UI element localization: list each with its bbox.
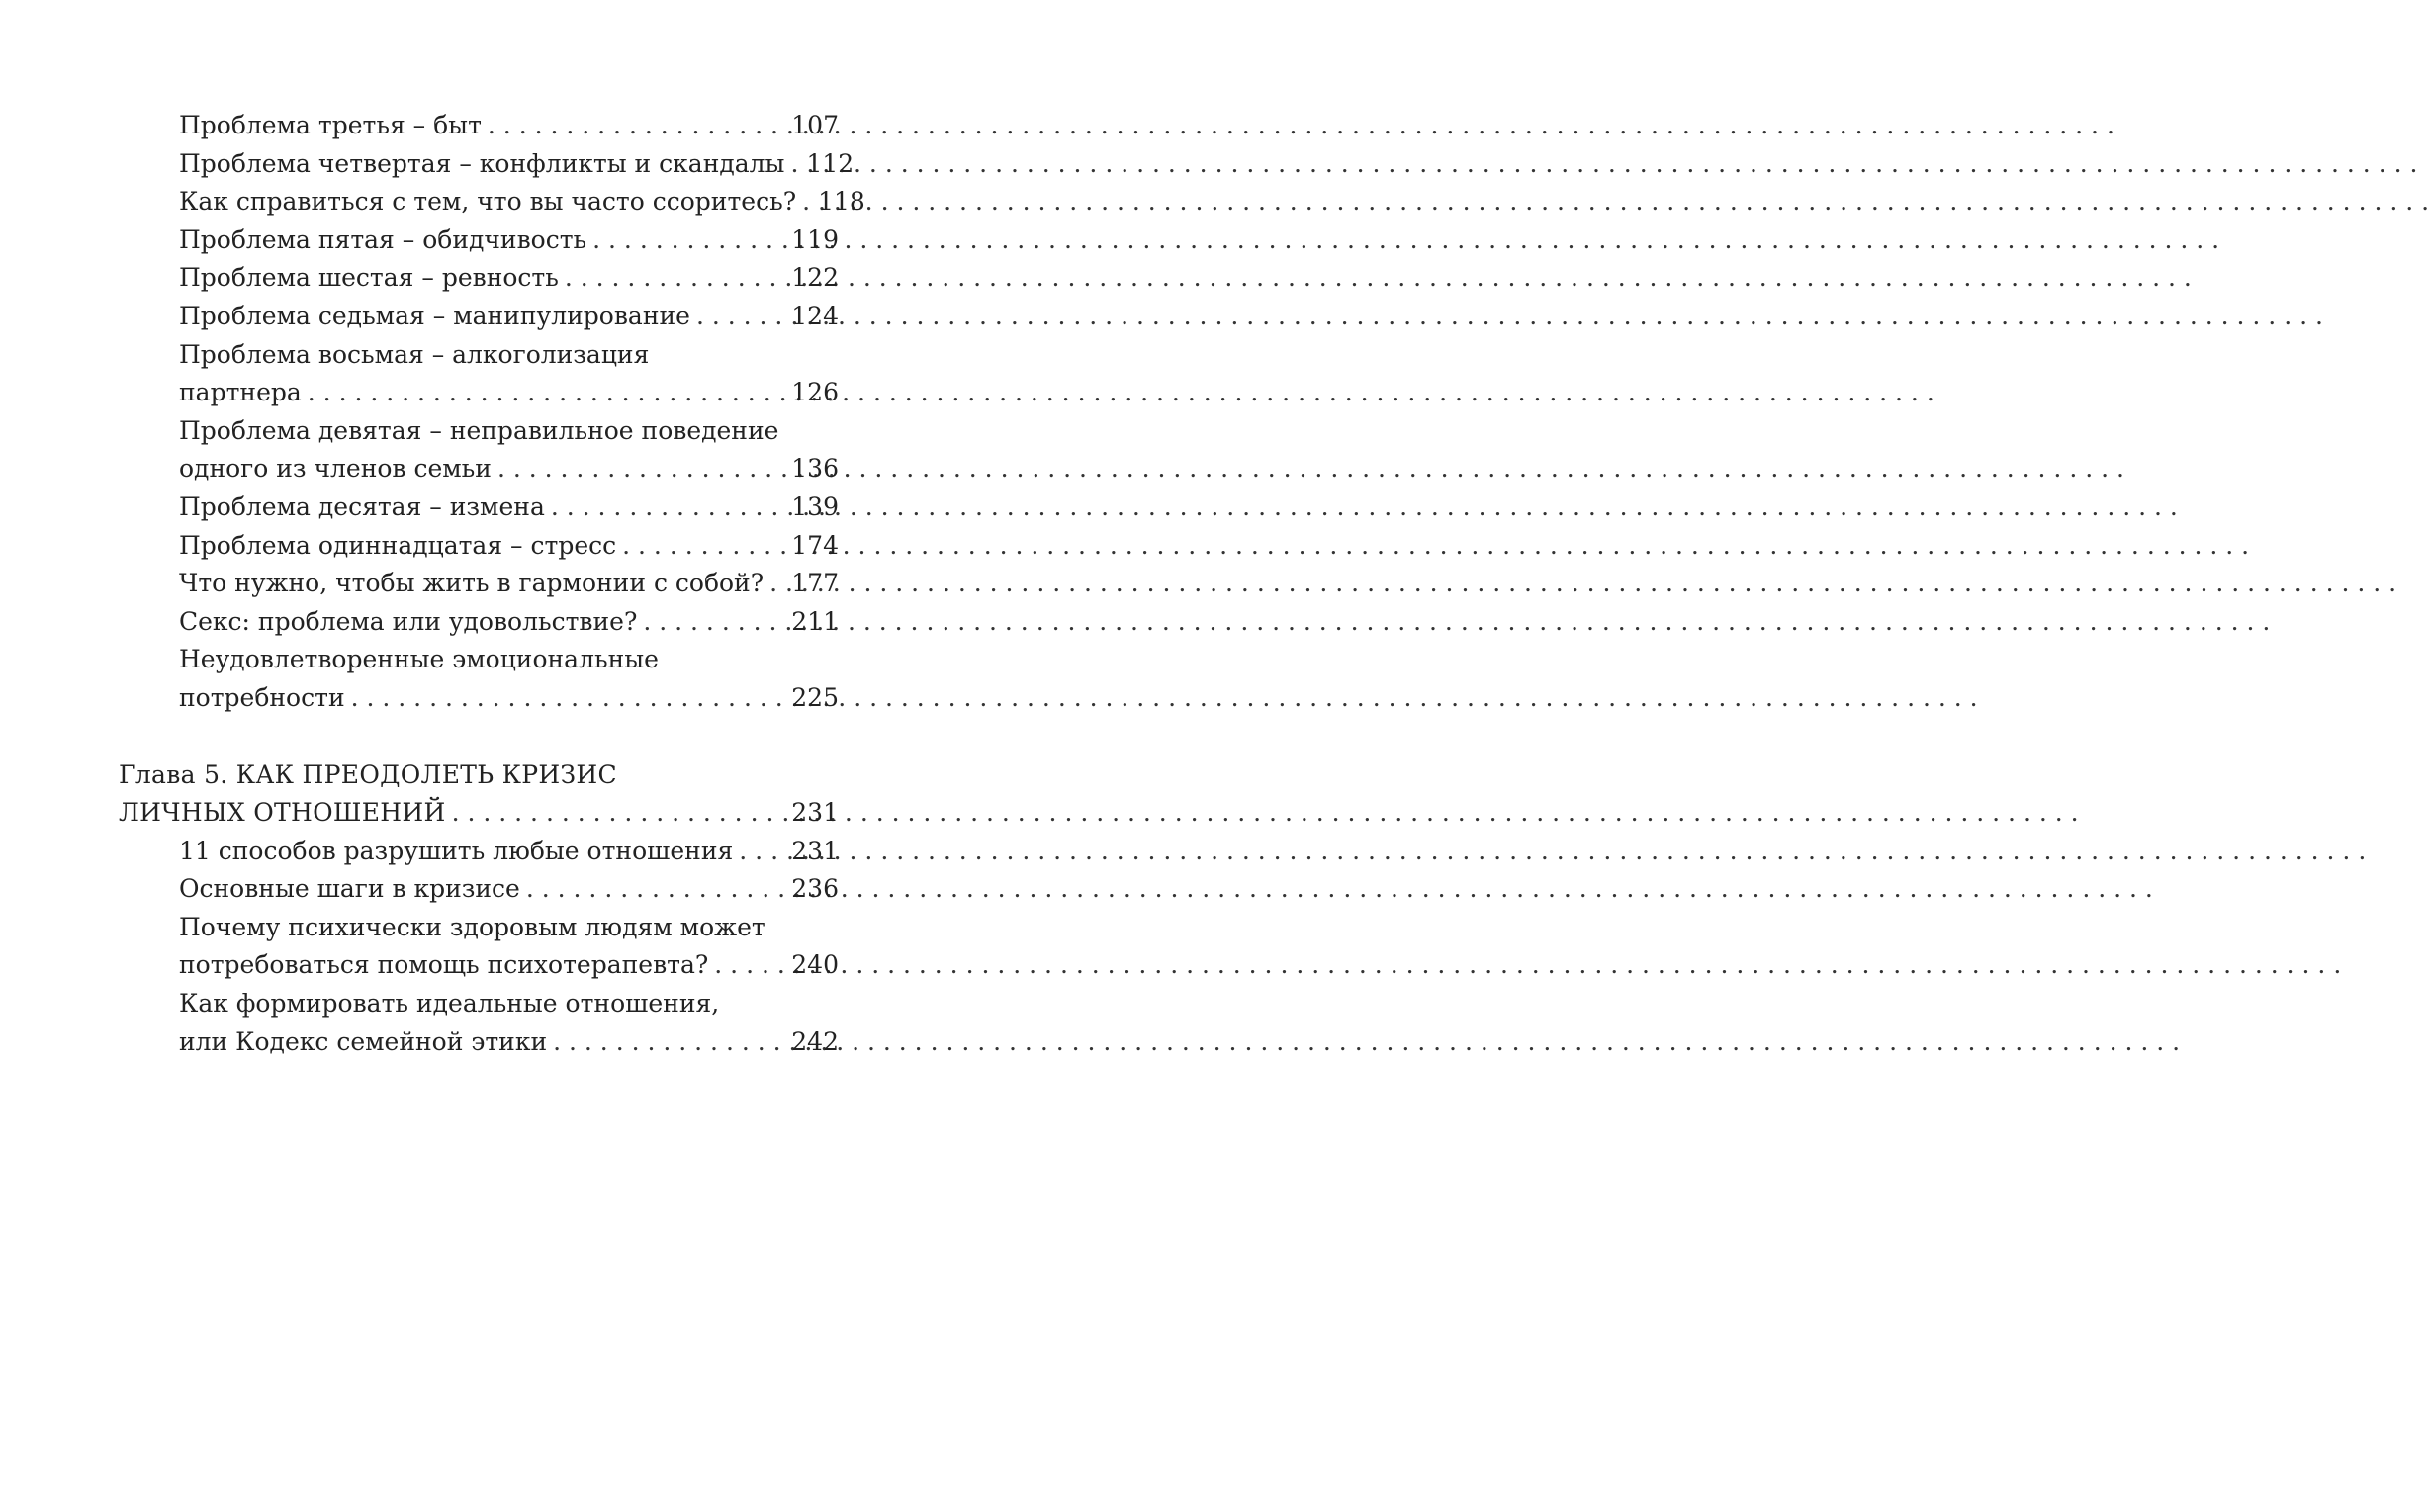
toc-entry-title: Проблема десятая – измена — [179, 491, 545, 521]
toc-entry-title: Проблема девятая – неправильное поведение — [179, 415, 779, 445]
toc-entry-title: Проблема третья – быт — [179, 111, 482, 139]
chapter-title: ЛИЧНЫХ ОТНОШЕНИЙ — [119, 798, 446, 828]
toc-entry-title: или Кодекс семейной этики — [179, 1026, 548, 1056]
toc-entry-page: 231 — [791, 836, 839, 865]
toc-entry-title: Проблема восьмая – алкоголизация — [179, 339, 650, 369]
toc-entry — [0, 946, 989, 985]
toc-entry — [0, 489, 989, 527]
table-of-contents — [0, 107, 989, 1061]
toc-entry-title: Проблема шестая – ревность — [179, 263, 559, 293]
toc-entry-page: 107 — [791, 111, 839, 139]
toc-entry-page: 122 — [791, 263, 839, 293]
toc-entry-title: Как справиться с тем, что вы часто ссоритесь? — [179, 187, 797, 217]
book-page — [0, 0, 989, 1512]
toc-entry-page: 139 — [791, 491, 839, 521]
toc-entry — [0, 298, 989, 336]
toc-entry-title: Неудовлетворенные эмоциональные — [179, 645, 659, 674]
toc-entry — [0, 259, 989, 298]
toc-entry — [0, 833, 989, 871]
toc-entry — [0, 527, 989, 566]
toc-entry-line — [0, 412, 989, 451]
toc-entry-page: 118 — [818, 187, 865, 217]
toc-entry-page: 126 — [791, 378, 839, 407]
toc-entry-title: Проблема пятая – обидчивость — [179, 224, 587, 254]
toc-entry-title: Проблема четвертая – конфликты и скандалы — [179, 148, 785, 178]
toc-entry — [0, 565, 989, 603]
toc-entry-title: Проблема одиннадцатая – стресс — [179, 530, 617, 560]
toc-entry-title: Почему психически здоровым людям может — [179, 912, 765, 941]
toc-entry-page: 124 — [791, 301, 839, 330]
toc-entry-page: 225 — [791, 682, 839, 712]
toc-entry-line — [0, 985, 989, 1023]
toc-entry-page: 112 — [806, 148, 855, 178]
toc-entry-title: Основные шаги в кризисе — [179, 874, 520, 904]
toc-entry-title: 11 способов разрушить любые отношения — [179, 836, 734, 865]
toc-entry-title: Что нужно, чтобы жить в гармонии с собой? — [179, 569, 765, 598]
toc-entry-title: Проблема седьмая – манипулирование — [179, 301, 690, 330]
toc-entry-line — [0, 641, 989, 679]
toc-entry-title: Секс: проблема или удовольствие? — [179, 606, 638, 636]
toc-entry — [0, 374, 989, 412]
toc-entry-page: 119 — [791, 224, 839, 254]
toc-entry — [0, 679, 989, 718]
toc-entry-title: партнера — [179, 378, 302, 407]
toc-entry-title: потребности — [179, 682, 345, 712]
toc-entry — [0, 450, 989, 489]
toc-entry-page: 236 — [791, 874, 839, 904]
toc-entry-title: Как формировать идеальные отношения, — [179, 989, 720, 1019]
toc-entry-title: потребоваться помощь психотерапевта? — [179, 950, 709, 980]
toc-entry-page: 174 — [791, 530, 839, 560]
toc-entry-page: 177 — [791, 569, 839, 598]
toc-entry-title: одного из членов семьи — [179, 454, 492, 484]
toc-entry — [0, 183, 989, 222]
toc-chapter-line — [0, 756, 989, 795]
toc-entry — [0, 222, 989, 260]
chapter-title: Глава 5. КАК ПРЕОДОЛЕТЬ КРИЗИС — [119, 759, 617, 789]
toc-entry-page: 211 — [791, 606, 839, 636]
chapter-page: 231 — [791, 798, 839, 828]
toc-entry — [0, 870, 989, 909]
toc-entry-line — [0, 336, 989, 375]
toc-entry-page: 242 — [791, 1026, 839, 1056]
toc-entry-line — [0, 909, 989, 947]
toc-entry-page: 240 — [791, 950, 839, 980]
toc-chapter — [0, 794, 989, 833]
toc-entry — [0, 1023, 989, 1062]
toc-entry — [0, 107, 989, 145]
section-spacer — [0, 718, 989, 756]
toc-entry — [0, 145, 989, 184]
toc-entry — [0, 603, 989, 642]
toc-entry-page: 136 — [791, 454, 839, 484]
